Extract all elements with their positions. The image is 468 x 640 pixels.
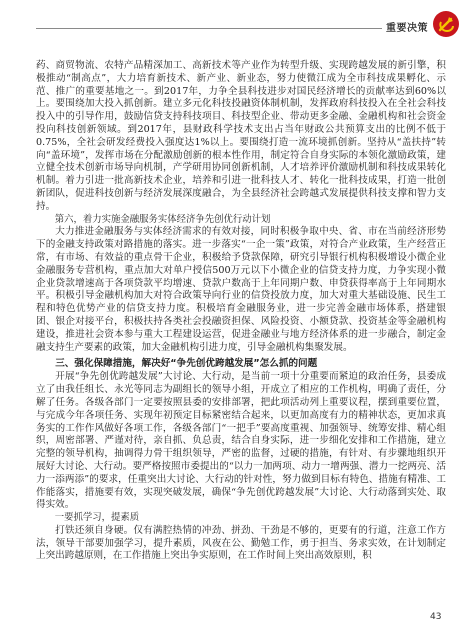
header-title: 重要决策 (386, 23, 428, 34)
page-header (0, 8, 468, 44)
paragraph: 开展“争先创优跨越发展”大讨论、大行动，是当前一项十分重要而紧迫的政治任务，县委成立了由我任组长、永光等同志为副组长的领导小组，开成立了相应的工作机构，明确了责任，分解了任务。各级各部门一定要按照县委的安排部署，把此项活动列上重要议程，摆到重要位置，与完成今年各项任务、实现年初预定目标紧密结合起来，以更加高度有力的精神状态，更加求真务实的工作作风做好各项工作，各级各部门“一把手”要高度重视、加强领导、统筹安排、精心组织，周密部署、严谨对待，亲自抓、负总责，结合自身实际，进一步细化安排和工作措施，建立完整的领导机构，抽调得力骨干组织领导，严密的监督，过硬的措施，有针对、有步骤地组织开展好大讨论、大行动。要严格按照市委提出的“以力一加两项、动力一增两强、潜力一挖两亮、活力一添两添”的要求，任重突出大讨论、大行动的针对性，努力做到目标有特色、措施有精准、工作能落实，措施要有效，实现突破发展，确保“争先创优跨越发展”大讨论、大行动落到实处、取得实效。 (36, 371, 446, 511)
party-emblem-icon (432, 10, 460, 38)
header-rule (36, 28, 382, 29)
article-body (36, 60, 446, 563)
page-number: 43 (430, 612, 442, 622)
paragraph: 打铁还须自身硬。仅有满腔热情的冲劲、拼劲、干劲是不够的，更要有的行道，注意工作方法，领导干部要加强学习，提升素质，风夜在公、勤勉工作，勇于担当、务求实效，在计划制定上突出跨越原则，在工作措施上突出争实原则，在工作时间上突出高效原则，积 (36, 524, 446, 562)
paragraph: 药、商贸物流、农特产品精深加工、高新技术等产业作为转型升级、实现跨越发展的新引擎，积极推动“制高点”，大力培育新技术、新产业、新业态，努力使微江成为全市科技成果孵化、示范、推广的重要基地之一。到2017年，力争全县科技进步对国民经济增长的贡献率达到60%以上。要围绕加大投入抓创新。建立多元化科技投融资体制机制，发挥政府科技投入在全社会科技投入中的引导作用，鼓励信贷支持科技项目、科技型企业、带动更多金融、金融机构和社会资金投向科技创新领域。到2017年，县财政科学技术支出占当年财政公共预算支出的比例不低于0.75%，全社会研发经费投入强度达1%以上。要围绕打造一流环境抓创新。坚持从“盖扶持”转向“盖环境”，发挥市场在分配激励创新的根本性作用，制定符合自身实际的本领化激励政策，建立健全技术创新市场导向机制，产学研用协同创新机制，人才培养评价激励机制和科技成果转化机制。着力引进一批高新技术企业，培养和引进一批科技人才、转化一批科技成果，打造一批创新团队，促进科技创新与经济发展深度融合，为全县经济社会跨越式发展提供科技支撑和智力支持。 (36, 60, 446, 212)
section-heading: 三、强化保障措施，解决好“争先创优跨越发展”怎么抓的问题 (55, 358, 318, 370)
paragraph: 大力推进金融服务与实体经济需求的有效对接，同时积极争取中央、省、市在当前经济形势下的金融支持政策对路措施的落实。进一步落实“一企一策”政策，对符合产业政策，生产经营正常，有市场、有效益的重点骨干企业，积极给予贷款保障，研究引导银行机构积极增设小微企业金融服务专营机构，重点加大对单户授信500万元以下小微企业的信贷支持力度，力争实现小微企业贷款增速高于各项贷款平均增速、贷款户数高于上年同期户数、申贷获得率高于上年同期水平。积极引导金融机构加大对符合政策导向行业的信贷投放力度，加大对重大基础设施、民生工程和特色优势产业的信贷支持力度。积极培育金融服务业，进一步完善金融市场体系，搭建银团、银企对接平台，积极扶持各类社会投融资担保、风险投资、小额贷款、投资基金等金融机构建设，推进社会资本参与重大工程建设运营，促进金融业与地方经济体系的进一步融合，制定金融支持生产要素的政策，加大金融机构引进力度，引导金融机构集聚发展。 (36, 226, 446, 353)
subheading-study: 一要抓学习，提素质 (54, 512, 140, 524)
subheading-six: 第六，着力实施金融服务实体经济争先创优行动计划 (54, 213, 271, 225)
